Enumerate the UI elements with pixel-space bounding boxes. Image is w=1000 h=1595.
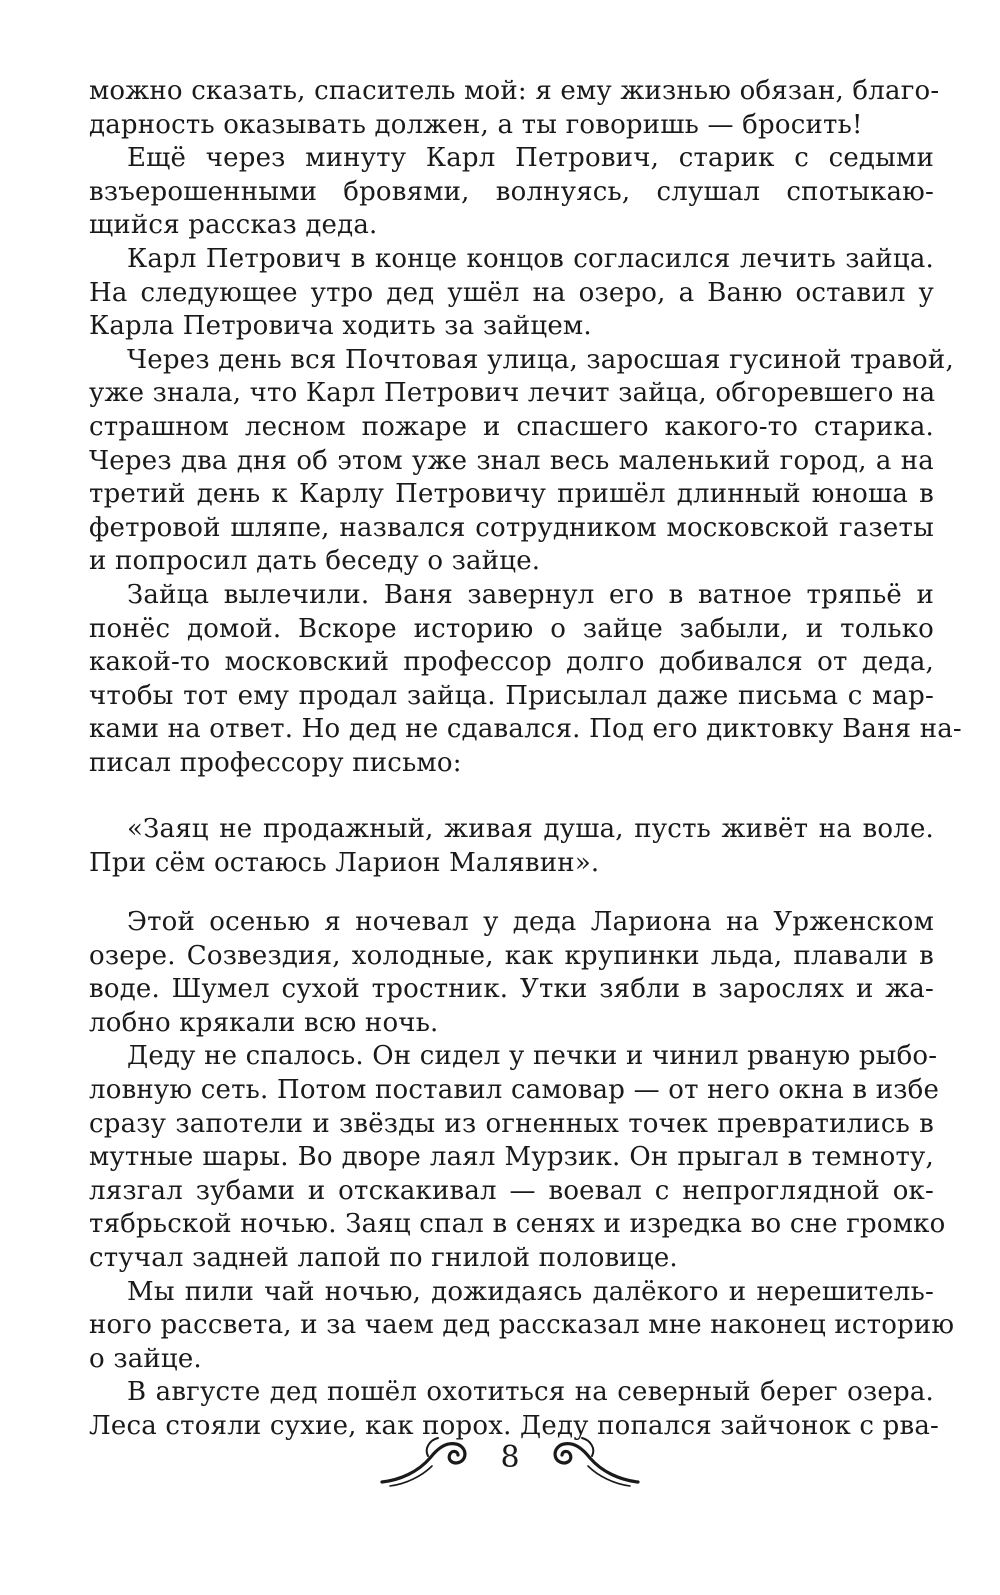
text-block-1 [89,75,962,780]
text-line: Через два дня об этом уже знал весь маленький город, а на [89,445,934,476]
text-line: тябрьской ночью. Заяц спал в сенях и изредка во сне громко [89,1209,946,1240]
swirl-ornament-right-icon [545,1420,640,1500]
text-line: озере. Созвездия, холодные, как крупинки льда, плавали в [89,940,934,971]
text-line: и попросил дать беседу о зайце. [89,546,541,577]
text-line: ловную сеть. Потом поставил самовар — от него окна в избе [89,1074,940,1105]
text-line: Через день вся Почтовая улица, заросшая гусиной травой, [127,344,954,375]
text-line: воде. Шумел сухой тростник. Утки зябли в зарослях и жа- [89,974,934,1005]
text-line: ками на ответ. Но дед не сдавался. Под его диктовку Ваня на- [89,714,962,745]
text-block-3 [89,906,955,1444]
text-line: дарность оказывать должен, а ты говоришь — бросить! [89,109,863,140]
text-line: о зайце. [89,1343,202,1374]
text-line: лязгал зубами и отскакивал — воевал с непроглядной ок- [89,1175,934,1206]
text-line: сразу запотели и звёзды из огненных точек превратились в [89,1108,934,1139]
text-line: В августе дед пошёл охотиться на северный берег озера. [127,1377,934,1408]
text-line: чтобы тот ему продал зайца. Присылал даже письма с мар- [89,680,934,711]
text-line: третий день к Карлу Петровичу пришёл длинный юноша в [89,479,934,510]
text-line: взъерошенными бровями, волнуясь, слушал спотыкаю- [89,176,934,207]
text-line: уже знала, что Карл Петрович лечит зайца, обгоревшего на [89,378,936,409]
text-line: мутные шары. Во дворе лаял Мурзик. Он прыгал в темноту, [89,1142,934,1173]
letter-quote [89,813,934,880]
text-line: Этой осенью я ночевал у деда Лариона на Урженском [127,907,934,937]
text-line: щийся рассказ деда. [89,210,378,241]
text-line: На следующее утро дед ушёл на озеро, а Ваню оставил у [89,277,934,308]
text-line: Мы пили чай ночью, дожидаясь далёкого и нерешитель- [127,1276,934,1307]
text-line: страшном лесном пожаре и спасшего какого-то старика. [89,411,934,442]
page-number: 8 [500,1440,520,1475]
text-line: Леса стояли сухие, как порох. Деду попался зайчонок с рва- [89,1410,940,1441]
text-line: фетровой шляпе, назвался сотрудником московской газеты [89,512,934,543]
text-line: Зайца вылечили. Ваня завернул его в ватное тряпьё и [127,579,934,610]
text-line: Деду не спалось. Он сидел у печки и чинил рваную рыбо- [127,1041,938,1072]
text-line: понёс домой. Вскоре историю о зайце забыли, и только [89,613,934,644]
text-line: стучал задней лапой по гнилой половице. [89,1242,678,1273]
text-line: Ещё через минуту Карл Петрович, старик с седыми [127,143,934,174]
text-line: ного рассвета, и за чаем дед рассказал мне наконец историю [89,1310,955,1341]
text-line: писал профессору письмо: [89,747,462,778]
page-footer [380,1420,640,1500]
text-line: Карл Петрович в конце концов согласился лечить зайца. [127,243,934,274]
text-line: Карла Петровича ходить за зайцем. [89,311,592,342]
text-line: «Заяц не продажный, живая душа, пусть живёт на воле. [127,814,934,844]
text-line: При сём остаюсь Ларион Малявин». [89,847,600,878]
text-line: можно сказать, спаситель мой: я ему жизнью обязан, благо- [89,76,940,106]
text-line: лобно крякали всю ночь. [89,1007,439,1038]
text-line: какой-то московский профессор долго добивался от деда, [89,647,934,678]
